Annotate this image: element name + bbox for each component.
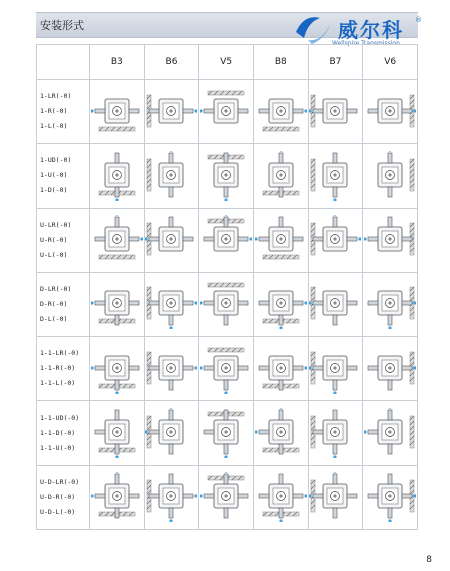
table-header-row — [37, 45, 418, 80]
mounting-diagram-cell — [308, 272, 363, 336]
gearbox-diagram-icon — [91, 215, 143, 265]
mounting-diagram-cell — [144, 80, 199, 144]
mounting-diagram-cell — [308, 465, 363, 529]
mounting-diagram-cell — [199, 337, 254, 401]
mounting-diagram-cell — [308, 401, 363, 465]
gearbox-diagram-icon — [255, 472, 307, 522]
logo-mark-icon — [294, 12, 334, 46]
gearbox-diagram-icon — [364, 408, 416, 458]
table-row — [37, 401, 418, 465]
table-row — [37, 144, 418, 208]
mounting-diagram-cell — [308, 144, 363, 208]
gearbox-diagram-icon — [91, 151, 143, 201]
table-row — [37, 465, 418, 529]
gearbox-diagram-icon — [91, 408, 143, 458]
row-label-cell — [37, 401, 90, 465]
gearbox-diagram-icon — [200, 344, 252, 394]
logo-name: 威尔科 — [338, 18, 404, 42]
gearbox-diagram-icon — [309, 215, 361, 265]
mounting-code-label: 1-U(-0) — [40, 171, 68, 180]
mounting-diagram-cell — [199, 465, 254, 529]
gearbox-diagram-icon — [145, 87, 197, 137]
row-label-cell — [37, 208, 90, 272]
mounting-diagram-cell — [144, 144, 199, 208]
mounting-diagram-cell — [363, 208, 418, 272]
mounting-diagram-cell — [363, 337, 418, 401]
gearbox-diagram-icon — [200, 87, 252, 137]
row-labels — [37, 346, 89, 391]
mounting-code-label: 1-D(-0) — [40, 186, 68, 195]
gearbox-diagram-icon — [309, 87, 361, 137]
table-row — [37, 208, 418, 272]
mounting-code-label: U-D-LR(-0) — [40, 477, 80, 486]
row-label-cell — [37, 80, 90, 144]
mounting-code-label: U-D-L(-0) — [40, 507, 76, 516]
gearbox-diagram-icon — [91, 87, 143, 137]
mounting-code-label: 1-1-UD(-0) — [40, 413, 80, 422]
mounting-diagram-cell — [90, 144, 145, 208]
mounting-code-label: U-LR(-0) — [40, 220, 72, 229]
mounting-code-label: U-D-R(-0) — [40, 492, 76, 501]
table-row — [37, 272, 418, 336]
gearbox-diagram-icon — [255, 215, 307, 265]
gearbox-diagram-icon — [364, 344, 416, 394]
mounting-diagram-cell — [144, 465, 199, 529]
gearbox-diagram-icon — [255, 344, 307, 394]
mounting-diagram-cell — [363, 272, 418, 336]
mounting-code-label: 1-UD(-0) — [40, 156, 72, 165]
mounting-diagram-cell — [90, 80, 145, 144]
mounting-code-label: 1-1-U(-0) — [40, 443, 76, 452]
gearbox-diagram-icon — [309, 151, 361, 201]
table-row — [37, 337, 418, 401]
mounting-code-label: 1-1-L(-0) — [40, 379, 76, 388]
row-label-cell — [37, 272, 90, 336]
mounting-code-label: U-L(-0) — [40, 250, 68, 259]
column-header-b8: B8 — [253, 45, 308, 80]
column-header-v5: V5 — [199, 45, 254, 80]
gearbox-diagram-icon — [364, 279, 416, 329]
mounting-diagram-cell — [363, 80, 418, 144]
gearbox-diagram-icon — [255, 151, 307, 201]
mounting-code-label: D-R(-0) — [40, 299, 68, 308]
gearbox-diagram-icon — [145, 215, 197, 265]
row-labels — [37, 218, 89, 263]
mounting-diagram-cell — [253, 144, 308, 208]
mounting-diagram-cell — [144, 401, 199, 465]
gearbox-diagram-icon — [309, 279, 361, 329]
gearbox-diagram-icon — [200, 215, 252, 265]
gearbox-diagram-icon — [255, 279, 307, 329]
mounting-code-label: D-LR(-0) — [40, 284, 72, 293]
mounting-diagram-cell — [199, 80, 254, 144]
brand-logo — [294, 12, 424, 46]
mounting-code-label: 1-1-LR(-0) — [40, 349, 80, 358]
table-row — [37, 80, 418, 144]
mounting-diagram-cell — [363, 465, 418, 529]
gearbox-diagram-icon — [364, 472, 416, 522]
column-header-b7: B7 — [308, 45, 363, 80]
mounting-diagram-cell — [90, 272, 145, 336]
row-labels — [37, 475, 89, 520]
mounting-diagram-cell — [90, 401, 145, 465]
gearbox-diagram-icon — [91, 344, 143, 394]
gearbox-diagram-icon — [200, 279, 252, 329]
gearbox-diagram-icon — [91, 472, 143, 522]
mounting-diagram-cell — [253, 337, 308, 401]
mounting-diagram-cell — [253, 401, 308, 465]
gearbox-diagram-icon — [255, 87, 307, 137]
gearbox-diagram-icon — [145, 279, 197, 329]
logo-subtitle: Wellspire Transmission — [332, 40, 400, 47]
column-header-b6: B6 — [144, 45, 199, 80]
column-header-v6: V6 — [363, 45, 418, 80]
mounting-diagram-cell — [308, 208, 363, 272]
gearbox-diagram-icon — [91, 279, 143, 329]
mounting-position-table — [36, 44, 418, 530]
column-header-b3: B3 — [90, 45, 145, 80]
gearbox-diagram-icon — [309, 344, 361, 394]
mounting-diagram-cell — [253, 80, 308, 144]
mounting-diagram-cell — [90, 208, 145, 272]
gearbox-diagram-icon — [200, 151, 252, 201]
row-label-cell — [37, 337, 90, 401]
mounting-diagram-cell — [199, 144, 254, 208]
mounting-diagram-cell — [363, 401, 418, 465]
gearbox-diagram-icon — [364, 87, 416, 137]
row-label-cell — [37, 144, 90, 208]
column-header-blank — [37, 45, 90, 80]
mounting-code-label: 1-R(-0) — [40, 107, 68, 116]
gearbox-diagram-icon — [364, 215, 416, 265]
row-label-cell — [37, 465, 90, 529]
mounting-diagram-cell — [308, 80, 363, 144]
logo-registered-mark: ® — [415, 16, 422, 24]
mounting-diagram-cell — [253, 208, 308, 272]
mounting-code-label: 1-1-R(-0) — [40, 364, 76, 373]
row-labels — [37, 282, 89, 327]
section-title: 安装形式 — [40, 19, 84, 32]
mounting-diagram-cell — [144, 337, 199, 401]
page-number: 8 — [426, 555, 432, 565]
gearbox-diagram-icon — [255, 408, 307, 458]
gearbox-diagram-icon — [200, 408, 252, 458]
mounting-diagram-cell — [199, 401, 254, 465]
gearbox-diagram-icon — [309, 408, 361, 458]
mounting-diagram-cell — [199, 272, 254, 336]
mounting-diagram-cell — [308, 337, 363, 401]
mounting-diagram-cell — [90, 337, 145, 401]
gearbox-diagram-icon — [364, 151, 416, 201]
mounting-code-label: 1-LR(-0) — [40, 92, 72, 101]
mounting-code-label: 1-L(-0) — [40, 122, 68, 131]
mounting-code-label: D-L(-0) — [40, 314, 68, 323]
mounting-diagram-cell — [253, 272, 308, 336]
gearbox-diagram-icon — [200, 472, 252, 522]
mounting-diagram-cell — [199, 208, 254, 272]
gearbox-diagram-icon — [145, 472, 197, 522]
mounting-diagram-cell — [253, 465, 308, 529]
gearbox-diagram-icon — [309, 472, 361, 522]
gearbox-diagram-icon — [145, 344, 197, 394]
gearbox-diagram-icon — [145, 408, 197, 458]
mounting-code-label: U-R(-0) — [40, 235, 68, 244]
mounting-diagram-cell — [144, 272, 199, 336]
row-labels — [37, 153, 89, 198]
mounting-diagram-cell — [90, 465, 145, 529]
row-labels — [37, 89, 89, 134]
row-labels — [37, 411, 89, 456]
gearbox-diagram-icon — [145, 151, 197, 201]
mounting-diagram-cell — [363, 144, 418, 208]
mounting-code-label: 1-1-D(-0) — [40, 428, 76, 437]
mounting-diagram-cell — [144, 208, 199, 272]
